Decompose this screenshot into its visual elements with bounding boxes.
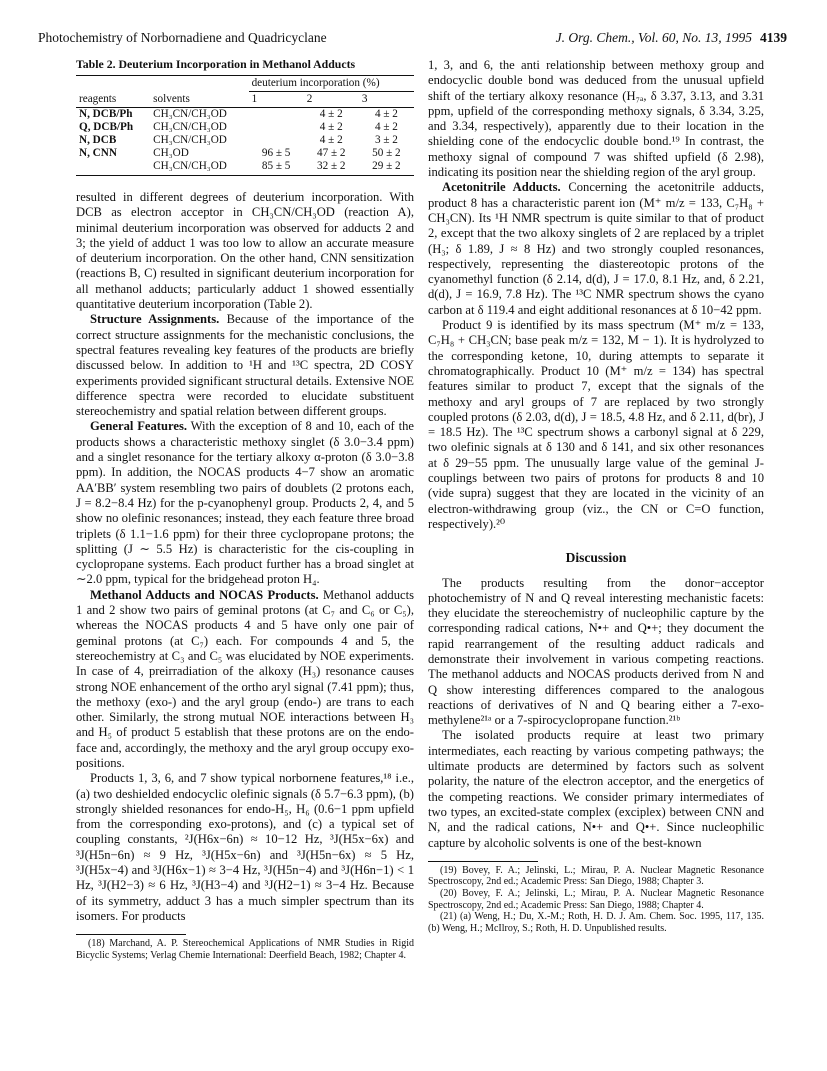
running-title: Photochemistry of Norbornadiene and Quadricyclane bbox=[38, 30, 327, 45]
discussion-heading: Discussion bbox=[565, 550, 627, 566]
table-row bbox=[76, 134, 414, 147]
paragraph-text: Concerning the acetonitrile adducts, product 8 has a characteristic parent ion (M⁺ m/z = 133, C₇H₈ + CH₃CN). Its ¹H NMR spectrum is quite similar to that of product 2, except that the two alkoxy singlets of 2 are replaced by a triplet (H₃; δ 1.89, J ≈ 8 Hz) and two strongly coupled resonances, respectively, representing the diastereotopic protons of the cyanomethyl function (δ 2.14, d(d), J = 17.0, 8.1 Hz, and, δ 2.21, d(d), J = 16.9, 7.8 Hz). The ¹³C NMR spectrum shows the cyano carbon at δ 119.4 and eight additional resonances at δ 10−42 ppm. bbox=[428, 180, 764, 317]
cell-c1 bbox=[249, 108, 304, 122]
paragraph bbox=[76, 312, 414, 419]
cell-c3: 4 ± 2 bbox=[374, 108, 398, 120]
table-caption bbox=[76, 58, 414, 75]
cell-c3: 4 ± 2 bbox=[374, 121, 398, 133]
running-header bbox=[38, 30, 787, 52]
table-label: Table 2. bbox=[76, 57, 116, 71]
section-title: Methanol Adducts and NOCAS Products. bbox=[90, 587, 319, 602]
paragraph: Product 9 is identified by its mass spectrum (M⁺ m/z = 133, C₇H₈ + CH₃CN; base peak m/z = 132, M − 1). It is hydrolyzed to the corresponding ketone, 10, during attempts to separate it chromatographically. Product 10 (M⁺ m/z = 134) has spectral features similar to product 7, except that the signals of the methoxy and aryl groups of 7 are replaced by two strongly coupled protons (δ 2.03, d(d), J = 18.5, 4.8 Hz, and δ 2.11, d(br), J = 18.5 Hz). The ¹³C spectrum shows a carbonyl signal at δ 229, two olefinic signals at δ 130 and δ 141, and six other resonances at δ 29−55 ppm. The unusually large value of the geminal J-couplings between two pairs of protons for products 8 and 10 (vide supra) suggest that they are located in the vicinity of an electron-withdrawing group (viz., the CN or C=O function, respectively).²⁰ bbox=[428, 318, 764, 531]
col-2: 2 bbox=[304, 92, 359, 108]
paragraph: The products resulting from the donor−acceptor photochemistry of N and Q reveal interesting mechanistic facets: they elucidate the stereochemistry of nucleophilic capture by the corresponding radical cations, N•+ and Q•+; they document the rapid rearrangement of the resulting adduct radicals and demonstrate their involvement in various competing reactions. The methanol adducts and NOCAS products derived from N and Q show interesting differences compared to the analogous reactions of derivatives of N and Q bearing either a 7-exo-methylene²¹ᵃ or a 7-spirocyclopropane function.²¹ᵇ bbox=[428, 575, 764, 728]
cell-c2: 4 ± 2 bbox=[319, 108, 343, 120]
paragraph: resulted in different degrees of deuterium incorporation. With DCB as electron acceptor in CH₃CN/CH₃OD (reaction A), minimal deuterium incorporation was observed for adducts 2 and 3; the yield of adduct 1 was too low to allow an accurate measure of deuterium incorporation. On the other hand, CNN sensitization (reactions B, C) resulted in significant deuterium incorporation for all methanol adducts; particularly adduct 1 showed essentially quantitative deuterium incorporation (Table 2). bbox=[76, 190, 414, 312]
cell-solvents: CH₃CN/CH₃OD bbox=[153, 134, 227, 146]
table-row bbox=[76, 147, 414, 160]
footnotes bbox=[76, 938, 414, 961]
paragraph: Products 1, 3, 6, and 7 show typical norbornene features,¹⁸ i.e., (a) two deshielded endocyclic olefinic signals (δ 5.7−6.3 ppm), (b) strongly shielded resonances for endo-H₅, H₆ (0.6−1 ppm upfield from the corresponding exo-protons), and (c) a typical set of coupling constants, ²J(H6x−6n) ≈ 10−12 Hz, ³J(H5x−6x) and ³J(H5n−6n) ≈ 9 Hz, ³J(H5x−6n) and ³J(H5n−6x) ≈ 5 Hz, ³J(H5x−4) and ³J(H6x−1) ≈ 3−4 Hz, ³J(H5n−4) and ³J(H6n−1) < 1 Hz, ³J(H2−3) ≈ 6 Hz, ³J(H3−4) and ³J(H2−1) ≈ 3−4 Hz. Because of its symmetry, adduct 3 has a much simpler spectrum than its isomers. For products bbox=[76, 771, 414, 923]
col-1: 1 bbox=[249, 92, 304, 108]
cell-c1: 96 ± 5 bbox=[261, 147, 291, 159]
section-title: Acetonitrile Adducts. bbox=[442, 180, 561, 195]
cell-c2: 47 ± 2 bbox=[316, 147, 346, 159]
col-solvents: solvents bbox=[150, 92, 248, 108]
left-column bbox=[76, 58, 414, 961]
table-title: Deuterium Incorporation in Methanol Adducts bbox=[118, 57, 356, 71]
cell-solvents: CH₃CN/CH₃OD bbox=[153, 108, 227, 120]
footnote-divider bbox=[76, 934, 186, 935]
cell-reagents: Q, DCB/Ph bbox=[79, 121, 134, 133]
cell-c2: 32 ± 2 bbox=[304, 160, 359, 176]
cell-c2: 4 ± 2 bbox=[319, 121, 343, 133]
paragraph bbox=[428, 180, 764, 318]
cell-reagents bbox=[76, 160, 150, 176]
paragraph: The isolated products require at least two primary intermediates, each reacting by various competing pathways; the ultimate products are determined by factors such as solvent polarity, the nature of the electron acceptor, and the energetics of the competing reactions. We consider primary intermediates of two types, an excited-state complex (exciplex) between CNN and N, and the radical cations, N•+ and Q•+. Since nucleophilic capture by alcoholic solvents is one of the best-known bbox=[428, 728, 764, 850]
table-row bbox=[76, 160, 414, 176]
cell-c3: 50 ± 2 bbox=[372, 147, 401, 159]
cell-reagents: N, DCB bbox=[79, 134, 117, 146]
cell-c2: 4 ± 2 bbox=[319, 134, 343, 146]
footnote-20: (20) Bovey, F. A.; Jelinski, L.; Mirau, P. A. Nuclear Magnetic Resonance Spectroscopy, 2nd ed.; Academic Press: San Diego, 1988; Chapter 4. bbox=[428, 888, 764, 911]
section-title: Structure Assignments. bbox=[90, 312, 220, 327]
cell-solvents: CH₃CN/CH₃OD bbox=[150, 160, 248, 176]
cell-c3: 3 ± 2 bbox=[374, 134, 398, 146]
group-header: deuterium incorporation (%) bbox=[249, 76, 414, 92]
footnote-19: (19) Bovey, F. A.; Jelinski, L.; Mirau, P. A. Nuclear Magnetic Resonance Spectroscopy, 2nd ed.; Academic Press: San Diego, 1988; Chapter 3. bbox=[428, 864, 764, 888]
cell-c1 bbox=[249, 134, 304, 147]
journal-name: J. Org. Chem., Vol. 60, No. 13, 1995 bbox=[555, 30, 752, 45]
right-column bbox=[428, 58, 764, 934]
cell-reagents: N, CNN bbox=[79, 147, 117, 159]
section-title: General Features. bbox=[90, 419, 187, 434]
col-reagents: reagents bbox=[76, 92, 150, 108]
cell-c1: 85 ± 5 bbox=[249, 160, 304, 176]
paragraph-text: Because of the importance of the correct structure assignments for the mechanistic conclusions, the spectral features revealing key features of the products are briefly discussed below. In addition to ¹H and ¹³C spectra, 2D COSY experiments provided significant structural details. Extensive NOE difference spectra were recorded to elucidate substituent stereochemistry and spatial relation between different groups. bbox=[76, 312, 414, 419]
cell-c1 bbox=[249, 121, 304, 134]
cell-c3: 29 ± 2 bbox=[359, 160, 414, 176]
footnote-18: (18) Marchand, A. P. Stereochemical Applications of NMR Studies in Rigid Bicyclic Systems; Verlag Chemie International: Deerfield Beach, 1982; Chapter 4. bbox=[76, 938, 414, 961]
footnotes bbox=[428, 865, 764, 935]
footnote-divider bbox=[428, 861, 538, 862]
paragraph: 1, 3, and 6, the anti relationship between methoxy group and endocyclic double bond was deduced from the unusual upfield shift of the tertiary alkoxy resonance (H₇ₐ, δ 3.37, 3.13, and 3.31 ppm, upfield of the corresponding methoxy signals, δ 3.34, 3.25, and 3.34, respectively), apparently due to their location in the shielding cone of the endocyclic double bond.¹⁹ In contrast, the methoxy signal of compound 7 was shifted upfield (δ 2.98), indicating its position near the shielding region of the aryl group. bbox=[428, 58, 764, 180]
paragraph-text: With the exception of 8 and 10, each of the products shows a characteristic methoxy singlet (δ 3.0−3.4 ppm) and a singlet resonance for the tertiary alkoxy α-proton (δ 3.0−3.8 ppm). In addition, the NOCAS products 4−7 show an aromatic AA′BB′ system resembling two pairs of doublets (2 protons each, J = 8.2−8.4 Hz) for the p-cyanophenyl group. Products 2, 4, and 5 show no olefinic resonances; instead, they each feature three broad triplets (δ 1.1−1.6 ppm) for their three cyclopropane protons; the splitting (J ∼ 5.5 Hz) is characteristic for the cis-coupling in cyclopropane systems. Each product further has a broad singlet at ∼2.0 ppm, typical for the bridgehead proton H₄. bbox=[76, 419, 414, 587]
cell-solvents: CH₃OD bbox=[153, 147, 189, 159]
col-3: 3 bbox=[359, 92, 414, 108]
table-row bbox=[76, 121, 414, 134]
journal-citation bbox=[556, 30, 787, 46]
footnote-21: (21) (a) Weng, H.; Du, X.-M.; Roth, H. D. J. Am. Chem. Soc. 1995, 117, 135. (b) Weng, H.; McIlroy, S.; Roth, H. D. Unpublished results. bbox=[428, 911, 764, 934]
deuterium-table bbox=[76, 58, 414, 176]
page-number: 4139 bbox=[760, 30, 787, 45]
table-row bbox=[76, 108, 414, 122]
paragraph-text: Methanol adducts 1 and 2 show two pairs of geminal protons (at C₇ and C₆ or C₅), whereas the NOCAS products 4 and 5 have only one pair of geminal protons (at C₇) each. For compounds 4 and 5, the stereochemistry at C₃ and C₅ was elucidated by NOE experiments. In case of 4, preirradiation of the alkoxy (H₃) resonance causes strong NOE enhancement of the ortho aryl signal (7.41 ppm); thus, the methoxy (exo-) and the aryl group (endo-) are trans to each other. Similarly, the strong mutual NOE interactions between H₃ and H₅ of product 5 establish that these protons are on the endo-face and, accordingly, the methoxy and the aryl group occupy exo-positions. bbox=[76, 587, 414, 770]
paragraph bbox=[76, 588, 414, 772]
paragraph bbox=[76, 419, 414, 587]
cell-reagents: N, DCB/Ph bbox=[79, 108, 133, 120]
cell-solvents: CH₃CN/CH₃OD bbox=[153, 121, 227, 133]
